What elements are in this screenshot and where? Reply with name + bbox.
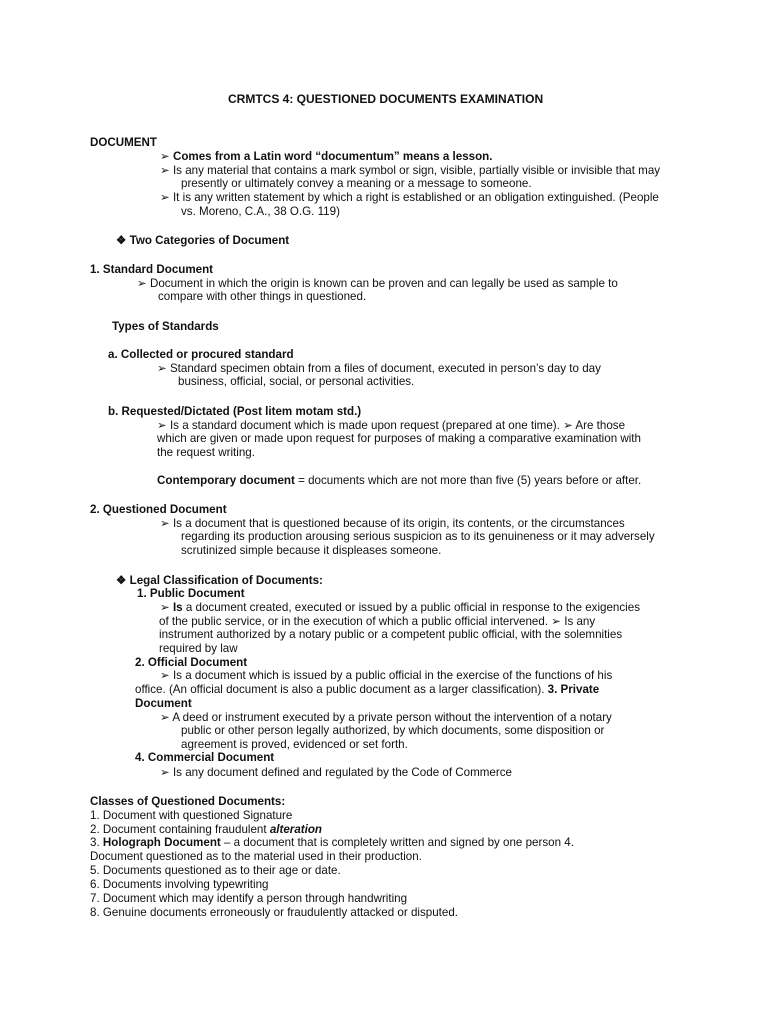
list-item: Document questioned as to the material used in their production. — [90, 850, 422, 863]
arrow-bullet-icon: ➢ — [157, 362, 167, 375]
bold-word: Is — [172, 601, 183, 614]
arrow-bullet-icon: ➢ — [160, 766, 170, 779]
bullet-line — [160, 164, 660, 178]
item-number: 3. — [90, 836, 103, 849]
contemporary-definition — [157, 474, 641, 488]
list-item: 8. Genuine documents erroneously or fraudulently attacked or disputed. — [90, 906, 458, 919]
paragraph-line: which are given or made upon request for purposes of making a comparative examination with — [157, 432, 641, 445]
arrow-bullet-icon: ➢ — [160, 150, 170, 163]
bullet-line — [160, 517, 625, 531]
bullet-text: Is a standard document which is made upon request (prepared at one time). — [169, 419, 560, 432]
arrow-bullet-icon: ➢ — [137, 277, 147, 290]
list-item — [90, 823, 322, 837]
bullet-text: Is a document that is questioned because of its origin, its contents, or the circumstances — [172, 517, 625, 530]
bullet-text: It is any written statement by which a right is established or an obligation extinguished. (People — [172, 191, 659, 204]
bullet-continuation: regarding its production arousing serious suspicion as to its genuineness or it may adversely — [181, 530, 655, 543]
line-text: office. (An official document is also a public document as a larger classification). — [135, 683, 548, 696]
paragraph-line — [135, 683, 599, 697]
bullet-text: Is any material that contains a mark symbol or sign, visible, partially visible or invisible that may — [172, 164, 661, 177]
section-heading-document: DOCUMENT — [90, 136, 157, 149]
bullet-text: A deed or instrument executed by a private person without the intervention of a notary — [172, 711, 612, 724]
bullet-text: Is a document which is issued by a public official in the exercise of the functions of his — [172, 669, 613, 682]
bullet-line — [160, 766, 512, 780]
list-item: 7. Document which may identify a person through handwriting — [90, 892, 408, 905]
emphasis-text: alteration — [269, 823, 323, 836]
bullet-text: Standard specimen obtain from a files of document, executed in person’s day to day — [169, 362, 601, 375]
paragraph-line: required by law — [159, 642, 238, 655]
private-document-heading-cont: Document — [135, 697, 192, 710]
types-of-standards-heading: Types of Standards — [112, 320, 219, 333]
term: Holograph Document — [102, 836, 221, 849]
list-item: 6. Documents involving typewriting — [90, 878, 269, 891]
term: Contemporary document — [157, 474, 295, 487]
bullet-text: a document created, executed or issued by a public official in response to the exigencies — [182, 601, 640, 614]
arrow-bullet-icon: ➢ — [157, 419, 167, 432]
bullet-line — [137, 277, 618, 291]
collected-standard-heading: a. Collected or procured standard — [108, 348, 294, 361]
bullet-line — [160, 711, 612, 725]
diamond-bullet-icon: ❖ — [116, 574, 127, 587]
paragraph-line: the request writing. — [157, 446, 255, 459]
official-document-heading: 2. Official Document — [135, 656, 248, 669]
private-document-heading: 3. Private — [547, 683, 600, 696]
subsection-heading — [116, 234, 289, 248]
paragraph-line: instrument authorized by a notary public or a competent public official, with the solemnities — [159, 628, 623, 641]
bullet-text: Document in which the origin is known can be proven and can legally be used as sample to — [149, 277, 618, 290]
bullet-continuation: compare with other things in questioned. — [158, 290, 367, 303]
bullet-continuation: presently or ultimately convey a meaning or a message to someone. — [181, 177, 532, 190]
line-text: Is any — [564, 615, 596, 628]
public-document-heading: 1. Public Document — [137, 587, 245, 600]
item-text: 2. Document containing fraudulent — [90, 823, 270, 836]
bullet-continuation: scrutinized simple because it displeases someone. — [181, 544, 442, 557]
arrow-bullet-icon: ➢ — [160, 711, 170, 724]
bullet-line — [160, 191, 659, 205]
definition: = documents which are not more than five (5) years before or after. — [294, 474, 642, 487]
paragraph-line — [159, 615, 595, 629]
heading-text: Legal Classification of Documents: — [129, 574, 323, 587]
list-item: 1. Document with questioned Signature — [90, 809, 293, 822]
list-item: 5. Documents questioned as to their age or date. — [90, 864, 341, 877]
diamond-bullet-icon: ❖ — [116, 234, 127, 247]
arrow-bullet-icon: ➢ — [563, 419, 573, 432]
bullet-continuation: business, official, social, or personal activities. — [178, 375, 415, 388]
arrow-bullet-icon: ➢ — [160, 191, 170, 204]
bullet-continuation: public or other person legally authorized, by which documents, some disposition or — [181, 724, 605, 737]
bullet-line — [160, 601, 640, 615]
bullet-line — [160, 150, 493, 164]
arrow-bullet-icon: ➢ — [160, 164, 170, 177]
bullet-continuation: vs. Moreno, C.A., 38 O.G. 119) — [181, 205, 340, 218]
arrow-bullet-icon: ➢ — [160, 601, 170, 614]
arrow-bullet-icon: ➢ — [160, 517, 170, 530]
bullet-line — [157, 362, 601, 376]
bullet-text: Comes from a Latin word “documentum” means a lesson. — [172, 150, 493, 163]
bullet-text: Is any document defined and regulated by the Code of Commerce — [172, 766, 512, 779]
heading-text: Two Categories of Document — [129, 234, 290, 247]
bullet-text: Are those — [575, 419, 626, 432]
bullet-line — [160, 669, 612, 683]
arrow-bullet-icon: ➢ — [160, 669, 170, 682]
list-item — [90, 836, 574, 850]
commercial-document-heading: 4. Commercial Document — [135, 751, 275, 764]
questioned-document-heading: 2. Questioned Document — [90, 503, 227, 516]
bullet-line — [157, 419, 625, 433]
classes-heading: Classes of Questioned Documents: — [90, 795, 286, 808]
page-title: CRMTCS 4: QUESTIONED DOCUMENTS EXAMINATION — [228, 92, 544, 106]
arrow-bullet-icon: ➢ — [551, 615, 561, 628]
requested-standard-heading: b. Requested/Dictated (Post litem motam std.) — [108, 405, 362, 418]
item-text: – a document that is completely written and signed by one person 4. — [220, 836, 574, 849]
standard-document-heading: 1. Standard Document — [90, 263, 214, 276]
line-text: of the public service, or in the execution of which a public official intervened. — [159, 615, 549, 628]
subsection-heading — [116, 574, 323, 588]
bullet-continuation: agreement is proved, evidenced or set forth. — [181, 738, 408, 751]
